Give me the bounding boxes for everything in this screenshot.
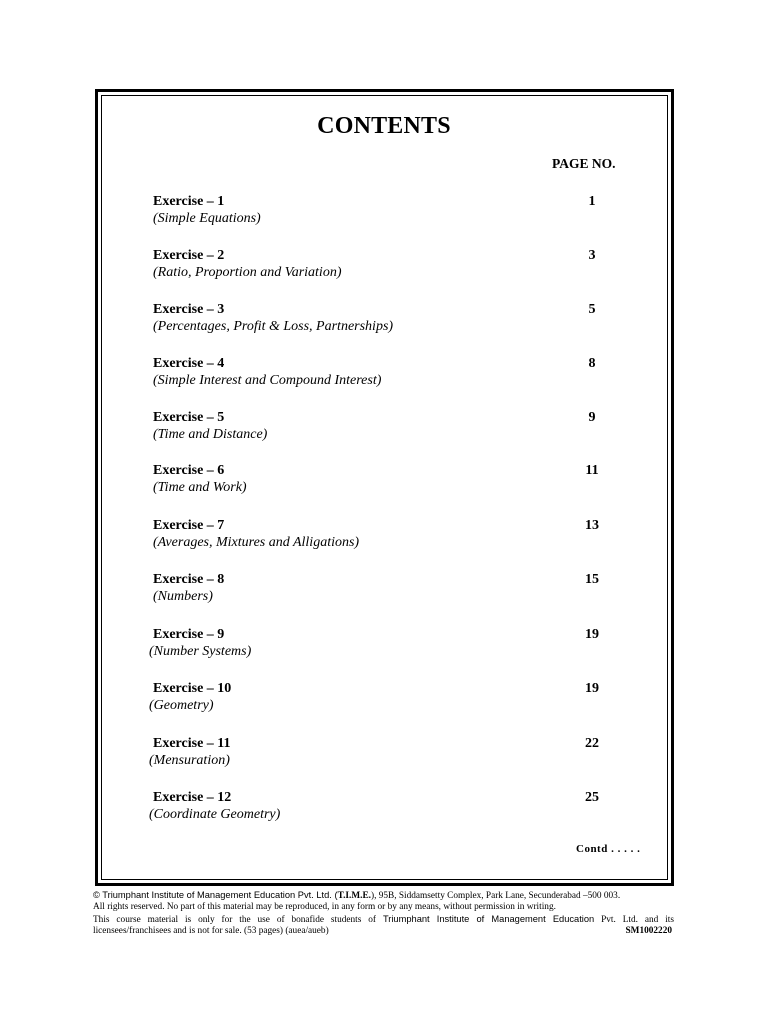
exercise-topic: (Geometry) <box>149 698 214 713</box>
footer-rights: All rights reserved. No part of this material may be reproduced, in any form or by any means, without permission in writing. <box>93 902 556 913</box>
footer-usage <box>93 914 674 926</box>
exercise-page-number: 9 <box>588 410 596 425</box>
exercise-page-number: 25 <box>585 790 599 805</box>
exercise-topic: (Time and Work) <box>153 480 247 495</box>
exercise-page-number: 3 <box>588 248 596 263</box>
exercise-topic: (Coordinate Geometry) <box>149 807 281 822</box>
exercise-page-number: 22 <box>585 736 599 751</box>
exercise-label: Exercise – 9 <box>153 627 225 642</box>
exercise-topic: (Averages, Mixtures and Alligations) <box>153 535 360 550</box>
exercise-label: Exercise – 6 <box>153 463 225 478</box>
footer-usage-company: Triumphant Institute of Management Education <box>382 913 595 924</box>
exercise-page-number: 11 <box>585 463 599 478</box>
exercise-page-number: 1 <box>588 194 596 209</box>
footer-usage-suffix: Pvt. Ltd. and its <box>594 914 674 925</box>
exercise-topic: (Simple Equations) <box>153 211 261 226</box>
footer-usage-prefix: This course material is only for the use of bonafide students of <box>93 914 383 925</box>
footer-copyright-address: ), 95B, Siddamsetty Complex, Park Lane, Secunderabad –500 003. <box>370 891 621 901</box>
footer-license-row <box>93 926 674 937</box>
exercise-label: Exercise – 1 <box>153 194 225 209</box>
exercise-label: Exercise – 2 <box>153 248 225 263</box>
footer-copyright <box>93 890 674 902</box>
exercise-topic: (Number Systems) <box>149 644 252 659</box>
exercise-label: Exercise – 11 <box>153 736 231 751</box>
exercise-page-number: 13 <box>585 518 599 533</box>
exercise-topic: (Simple Interest and Compound Interest) <box>153 373 382 388</box>
page-number-header: PAGE NO. <box>552 156 616 171</box>
continued-note: Contd . . . . . <box>576 843 641 855</box>
footer-copyright-abbr: T.I.M.E. <box>337 891 371 901</box>
footer <box>93 890 674 937</box>
exercise-label: Exercise – 10 <box>153 681 232 696</box>
footer-license: licensees/franchisees and is not for sale. (53 pages) (auea/aueb) <box>93 925 329 936</box>
exercise-label: Exercise – 4 <box>153 356 225 371</box>
exercise-label: Exercise – 8 <box>153 572 225 587</box>
exercise-page-number: 5 <box>588 302 596 317</box>
exercise-topic: (Mensuration) <box>149 753 230 768</box>
exercise-page-number: 19 <box>585 627 599 642</box>
exercise-topic: (Percentages, Profit & Loss, Partnerships) <box>153 319 394 334</box>
footer-copyright-company: © Triumphant Institute of Management Education Pvt. Ltd. ( <box>93 890 338 900</box>
exercise-topic: (Ratio, Proportion and Variation) <box>153 265 342 280</box>
exercise-page-number: 19 <box>585 681 599 696</box>
footer-code: SM1002220 <box>625 925 672 936</box>
exercise-page-number: 15 <box>585 572 599 587</box>
exercise-topic: (Numbers) <box>153 589 213 604</box>
exercise-page-number: 8 <box>588 356 596 371</box>
page-title: CONTENTS <box>317 113 451 139</box>
exercise-label: Exercise – 7 <box>153 518 225 533</box>
exercise-label: Exercise – 5 <box>153 410 225 425</box>
exercise-label: Exercise – 12 <box>153 790 232 805</box>
exercise-label: Exercise – 3 <box>153 302 225 317</box>
exercise-topic: (Time and Distance) <box>153 427 268 442</box>
